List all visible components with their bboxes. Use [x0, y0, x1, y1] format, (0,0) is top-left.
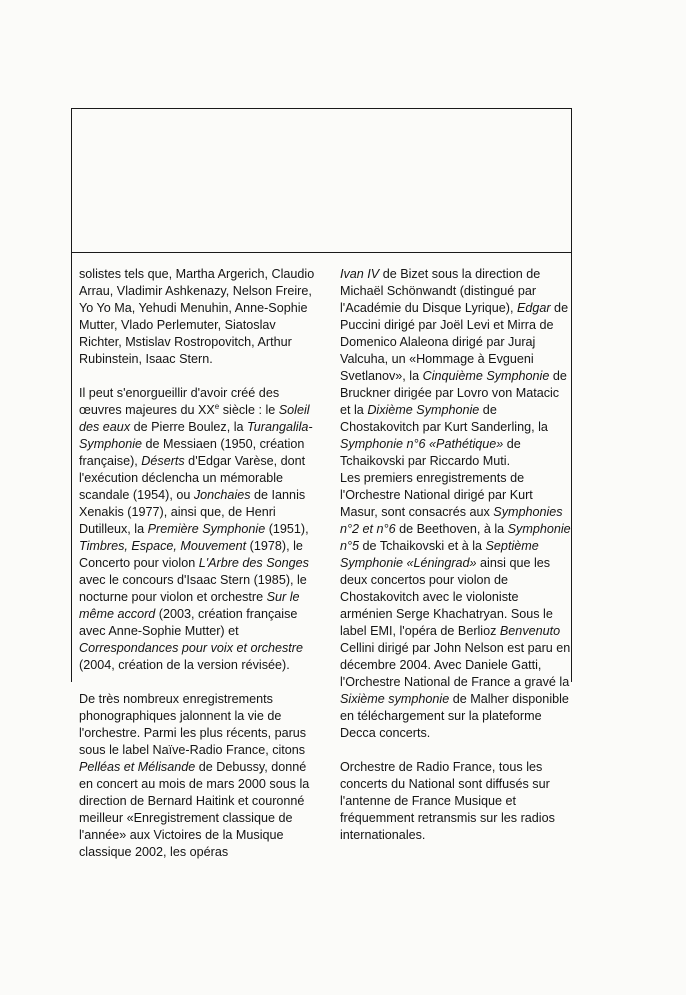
- left-column: [79, 266, 319, 861]
- paragraph-masur-recordings: Les premiers enregistrements de l'Orchestre National dirigé par Kurt Masur, sont consacrés aux Symphonies n°2 et n°6 de Beethoven, à la Symphonie n°5 de Tchaikovski et à la Septième Symphonie «Léningrad» ainsi que les deux concertos pour violon de Chostakovitch avec le violoniste arménien Serge Khachatryan. Sous le label EMI, l'opéra de Berlioz Benvenuto Cellini dirigé par John Nelson est paru en décembre 2004. Avec Daniele Gatti, l'Orchestre National de France a gravé la Sixième symphonie de Malher disponible en téléchargement sur la plateforme Decca concerts.: [340, 471, 571, 740]
- paragraph-broadcasts: Orchestre de Radio France, tous les concerts du National sont diffusés sur l'antenne de France Musique et fréquemment retransmis sur les radios internationales.: [340, 760, 555, 842]
- image-placeholder-frame: [71, 108, 572, 253]
- paragraph-soloists: solistes tels que, Martha Argerich, Claudio Arrau, Vladimir Ashkenazy, Nelson Freire, Yo Yo Ma, Yehudi Menuhin, Anne-Sophie Mutter, Vlado Perlemuter, Siatoslav Richter, Mstislav Rostropovitch, Arthur Rubinstein, Isaac Stern.: [79, 267, 315, 366]
- paragraph-premieres: Il peut s'enorgueillir d'avoir créé des œuvres majeures du XXe siècle : le Soleil des eaux de Pierre Boulez, la Turangalila-Symphonie de Messiaen (1950, création française), Déserts d'Edgar Varèse, dont l'exécution déclencha un mémorable scandale (1954), ou Jonchaies de Iannis Xenakis (1977), ainsi que, de Henri Dutilleux, la Première Symphonie (1951), Timbres, Espace, Mouvement (1978), le Concerto pour violon L'Arbre des Songes avec le concours d'Isaac Stern (1985), le nocturne pour violon et orchestre Sur le même accord (2003, création française avec Anne-Sophie Mutter) et Correspondances pour voix et orchestre (2004, création de la version révisée).: [79, 386, 313, 672]
- right-column: [340, 266, 572, 844]
- paragraph-operas: Ivan IV de Bizet sous la direction de Michaël Schönwandt (distingué par l'Académie du Disque Lyrique), Edgar de Puccini dirigé par Joël Levi et Mirra de Domenico Alaleona dirigé par Juraj Valcuha, un «Hommage à Evgueni Svetlanov», la Cinquième Symphonie de Bruckner dirigée par Lovro von Matacic et la Dixième Symphonie de Chostakovitch par Kurt Sanderling, la Symphonie n°6 «Pathétique» de Tchaikovski par Riccardo Muti.: [340, 267, 569, 468]
- paragraph-recordings: De très nombreux enregistrements phonographiques jalonnent la vie de l'orchestre. Parmi les plus récents, parus sous le label Naïve-Radio France, citons Pelléas et Mélisande de Debussy, donné en concert au mois de mars 2000 sous la direction de Bernard Haitink et couronné meilleur «Enregistrement classique de l'année» aux Victoires de la Musique classique 2002, les opéras: [79, 692, 310, 859]
